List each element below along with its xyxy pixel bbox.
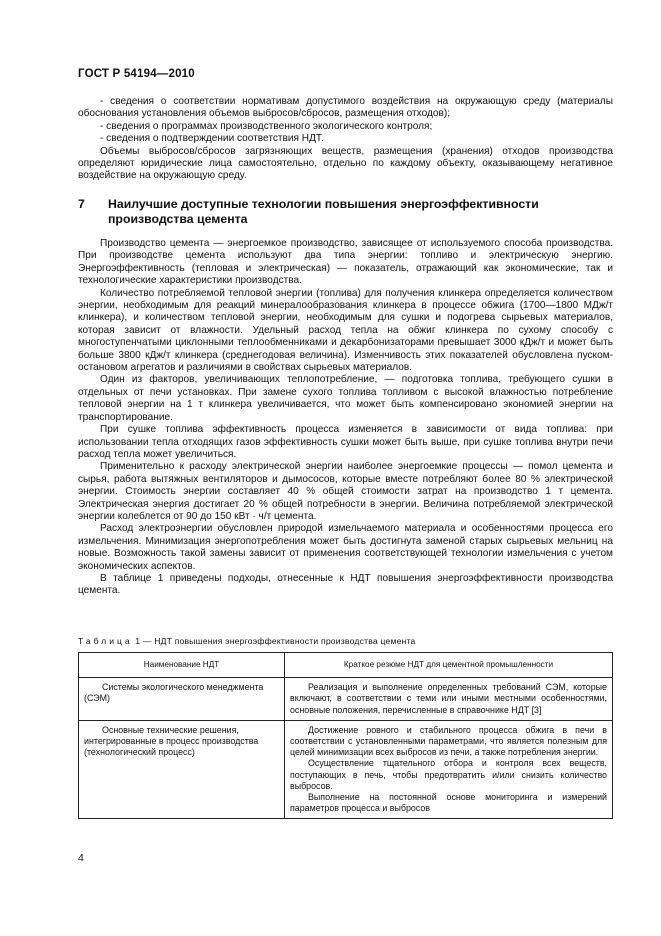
paragraph: Расход электроэнергии обусловлен природой измельчаемого материала и особенностями процесса его измельчения. Минимизация энергопотребления может быть достигнута заменой старых сырьевых мельниц на новые. Возможность такой замены зависит от применения соответствующей технологии измельчения с учетом экономических аспектов. (78, 523, 613, 572)
table-row (79, 720, 613, 819)
section-title-line-2: производства цемента (108, 211, 248, 226)
paragraph: - сведения о подтверждении соответствия НДТ. (100, 133, 324, 145)
table-caption-word: Таблица (78, 636, 133, 646)
section-number: 7 (78, 197, 85, 211)
paragraph: - сведения о соответствии нормативам допустимого воздействия на окружающую среду (материалы обоснования установления объемов выбросов/сбросов, размещения отходов); (78, 96, 613, 120)
paragraph: Один из факторов, увеличивающих теплопотребление, — подготовка топлива, требующего сушки в отдельных от печи установках. При замене сухого топлива топливом с высокой влажностью потребление тепловой энергии на 1 т клинкера увеличивается, что может быть компенсировано экономией энергии на транспортирование. (78, 374, 613, 423)
table-header-row (79, 653, 613, 678)
paragraph: Объемы выбросов/сбросов загрязняющих веществ, размещения (хранения) отходов производства определяют юридические лица самостоятельно, отдельно по каждому объекту, оказывающему негативное воздействие на окружающую среду. (78, 145, 613, 182)
cell-text: Системы экологического менеджмента (СЭМ) (84, 682, 264, 704)
table-cell-name (79, 678, 285, 721)
column-header-summary: Краткое резюме НДТ для цементной промышленности (285, 653, 613, 678)
paragraph: В таблице 1 приведены подходы, отнесенные к НДТ повышения энергоэффективности производства цемента. (78, 572, 613, 597)
table-row (79, 678, 613, 721)
cell-text: Выполнение на постоянной основе мониторинга и измерений параметров процесса и выбросов (290, 792, 607, 814)
paragraph: Применительно к расходу электрической энергии наиболее энергоемкие процессы — помол цемента и сырья, работа вытяжных вентиляторов и дымососов, которые вместе потребляют более 80 % электрической энергии. Стоимость энергии составляет 40 % общей стоимости затрат на производство 1 т цемента. Электрическая энергия достигает 20 % общей потребности в энергии. Величина потребляемой электрической энергии колеблется от 90 до 150 кВт · ч/т цемента. (78, 461, 613, 522)
cell-text: Основные технические решения, интегрированные в процесс производства (технологический процесс) (84, 724, 259, 758)
table-caption (78, 636, 416, 646)
paragraph: - сведения о программах производственного экологического контроля; (100, 120, 433, 132)
cell-text: Осуществление тщательного отбора и контроля всех веществ, поступающих в печь, чтобы предотвратить и/или снизить количество выбросов. (290, 758, 607, 791)
section-title-line-1: Наилучшие доступные технологии повышения энергоэффективности (108, 197, 539, 211)
intro-text (78, 96, 613, 183)
paragraph: Производство цемента — энергоемкое производство, зависящее от используемого способа производства. При производстве цемента используют два типа энергии: топливо и электрическую энергию. Энергоэффективность (тепловая и электрическая) — показатель, отражающий как экономические, так и технологические характеристики производства. (78, 238, 613, 287)
table-cell-summary (285, 720, 613, 819)
column-header-name: Наименование НДТ (79, 653, 285, 678)
table-caption-text: 1 — НДТ повышения энергоэффективности производства цемента (135, 636, 416, 646)
section-body (78, 238, 613, 598)
cell-text: Реализация и выполнение определенных требований СЭМ, которые включают, в соответствии с теми или иными местными особенностями, основные положения, перечисленные в справочнике НДТ [3] (290, 682, 607, 715)
document-header: ГОСТ Р 54194—2010 (78, 68, 195, 80)
table-cell-summary (285, 678, 613, 721)
cell-text: Достижение ровного и стабильного процесса обжига в печи в соответствии с установленными параметрами, что является полезным для целей минимизации всех выбросов из печи, а также потребления энергии. (290, 724, 607, 758)
page-number: 4 (78, 852, 84, 864)
table-cell-name (79, 720, 285, 819)
paragraph: Количество потребляемой тепловой энергии (топлива) для получения клинкера определяется количеством энергии, необходимым для реакций минералообразования клинкера в процессе обжига (1700—1800 МДж/т клинкера), и количеством тепловой энергии, необходимым для сушки и подогрева сырьевых материалов, которая зависит от влажности. Удельный расход тепла на обжиг клинкера по сухому способу с многоступенчатыми циклонными теплообменниками и декарбонизаторами превышает 3000 кДж/т и может быть больше 3800 кДж/т клинкера (среднегодовая величина). Изменчивость этих показателей обусловлена пуском-остановом агрегатов и различиями в свойствах сырьевых материалов. (78, 287, 613, 374)
section-heading (78, 197, 613, 226)
ndt-table (78, 652, 613, 819)
paragraph: При сушке топлива эффективность процесса изменяется в зависимости от вида топлива: при использовании тепла отходящих газов эффективность сушки может быть выше, при сушке топлива внутри печи расход тепла может увеличиться. (78, 424, 613, 460)
